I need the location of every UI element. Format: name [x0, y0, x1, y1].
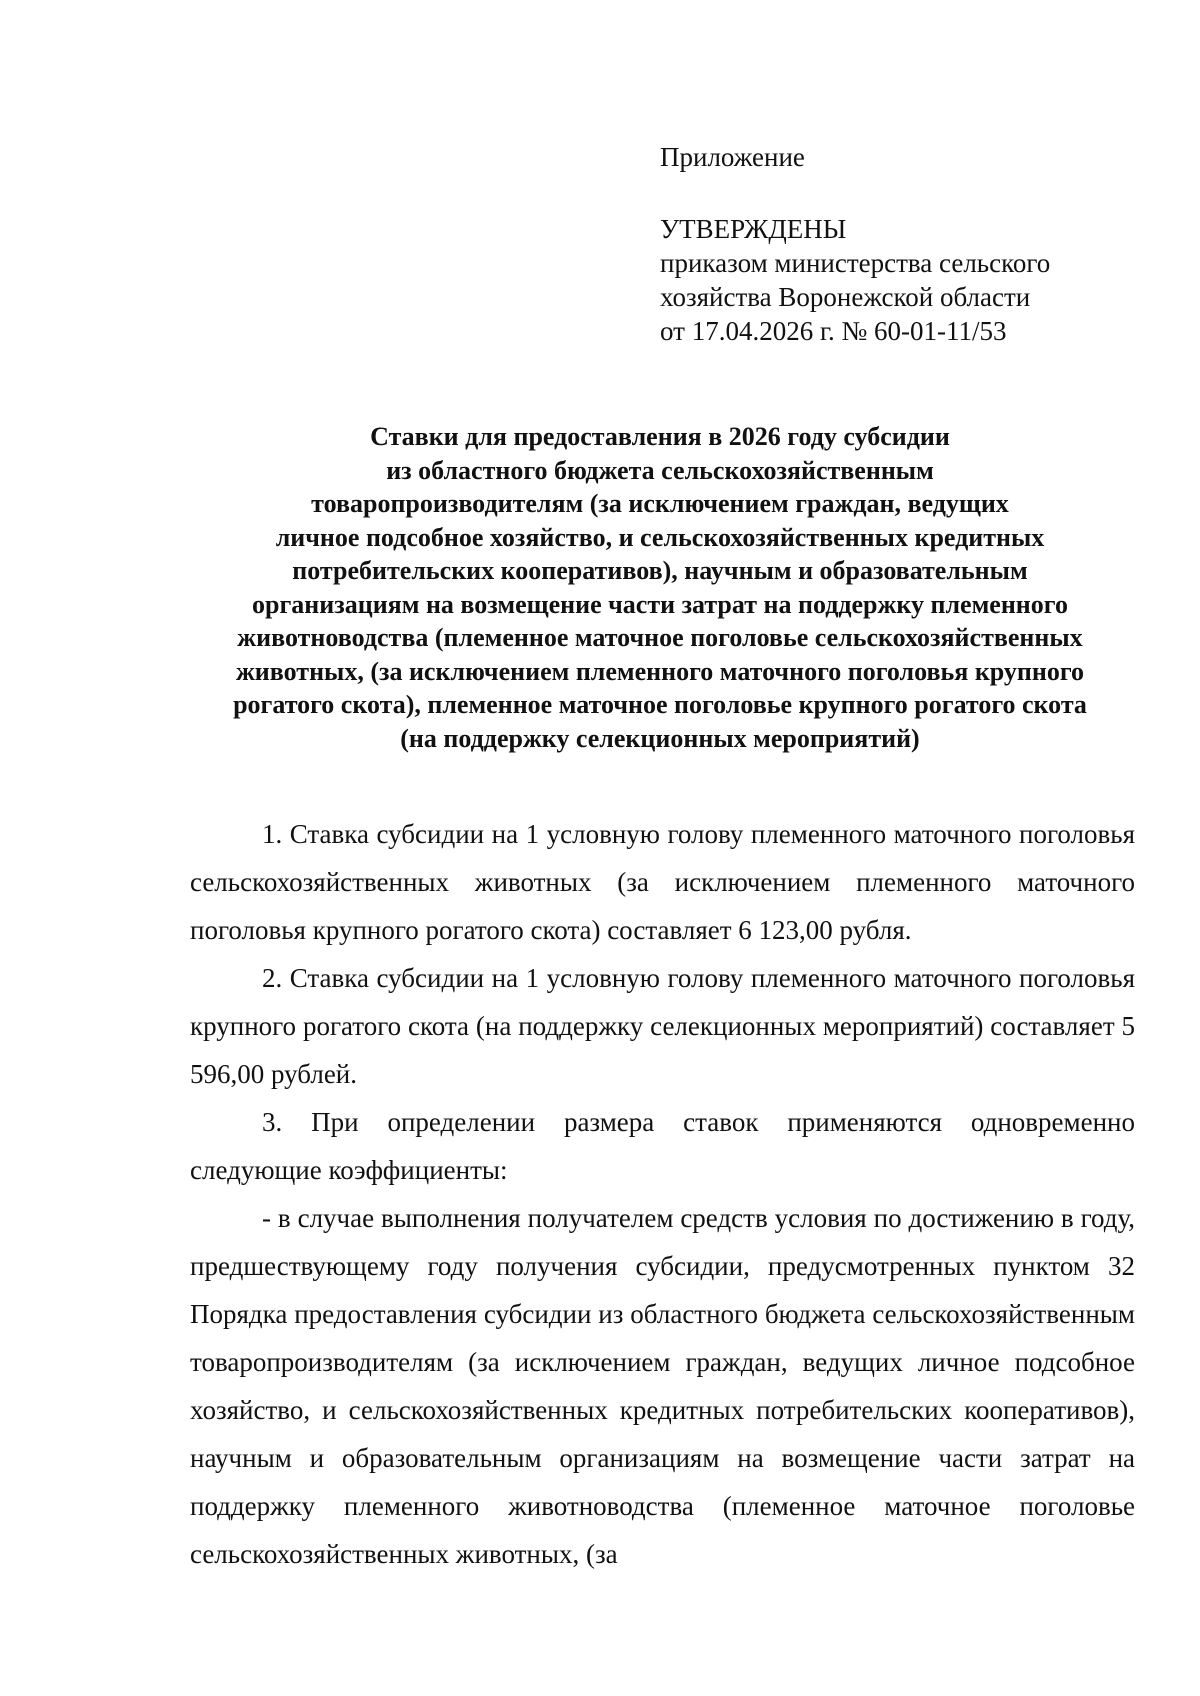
title-line: товаропроизводителям (за исключением граждан, ведущих	[311, 489, 1009, 518]
title-line: животноводства (племенное маточное поголовье сельскохозяйственных	[237, 623, 1083, 652]
paragraph-condition: - в случае выполнения получателем средств условия по достижению в году, предшествующему году получения субсидии, предусмотренных пунктом 32 Порядка предоставления субсидии из областного бюджета сельскохозяйственным товаропроизводителям (за исключением граждан, ведущих личное подсобное хозяйство, и сельскохозяйственных кредитных потребительских кооперативов), научным и образовательным организациям на возмещение части затрат на поддержку племенного животноводства (племенное маточное поголовье сельскохозяйственных животных, (за	[190, 1203, 1135, 1569]
title-line: потребительских кооперативов), научным и образовательным	[292, 556, 1028, 585]
title-line: (на поддержку селекционных мероприятий)	[400, 723, 920, 753]
approval-line: хозяйства Воронежской области	[660, 282, 1031, 312]
paragraph-rate-cattle: 2. Ставка субсидии на 1 условную голову племенного маточного поголовья крупного рогатого скота (на поддержку селекционных мероприятий) составляет 5 596,00 рублей.	[190, 963, 1135, 1089]
title-line: рогатого скота), племенное маточное поголовье крупного рогатого скота	[233, 690, 1087, 719]
title-line: животных, (за исключением племенного маточного поголовья крупного	[235, 656, 1085, 686]
approved-label: УТВЕРЖДЕНЫ	[660, 214, 847, 244]
paragraph-rate-livestock: 1. Ставка субсидии на 1 условную голову племенного маточного поголовья сельскохозяйственных животных (за исключением племенного маточного поголовья крупного рогатого скота) составляет 6 123,00 рубля.	[190, 819, 1135, 945]
title-line: личное подсобное хозяйство, и сельскохозяйственных кредитных	[275, 522, 1045, 552]
paragraph-coefficients: 3. При определении размера ставок применяются одновременно следующие коэффициенты:	[190, 1107, 1135, 1185]
document-body	[190, 810, 1135, 1578]
approval-line: от 17.04.2026 г. № 60-01-11/53	[660, 316, 1007, 346]
approval-block	[660, 140, 1140, 348]
title-line: организациям на возмещение части затрат на поддержку племенного	[252, 589, 1068, 619]
document-title	[180, 420, 1140, 755]
title-line: из областного бюджета сельскохозяйственным	[386, 455, 934, 485]
approval-line: приказом министерства сельского	[660, 248, 1051, 278]
appendix-label: Приложение	[660, 142, 805, 172]
title-line: Ставки для предоставления в 2026 году субсидии	[370, 422, 950, 451]
